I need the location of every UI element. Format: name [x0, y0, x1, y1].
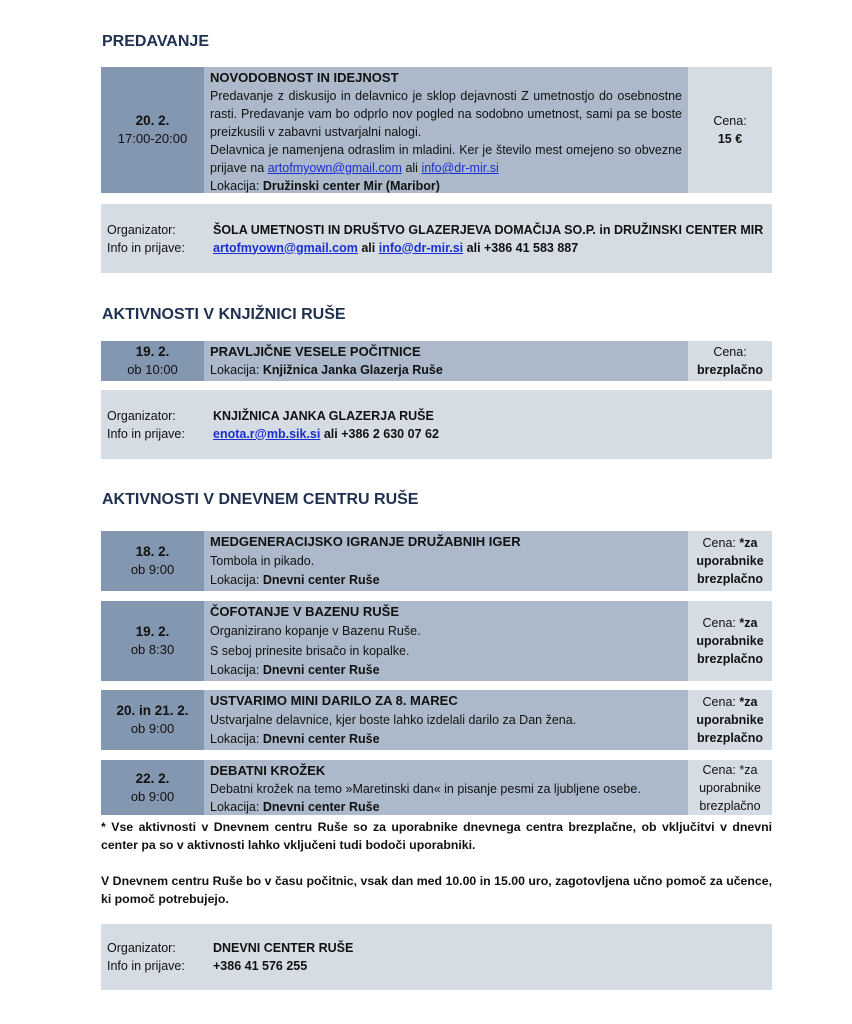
event-location: Lokacija: Dnevni center Ruše: [210, 732, 380, 746]
footnote: * Vse aktivnosti v Dnevnem centru Ruše so za uporabnike dnevnega centra brezplačne, ob vključitvi v dnevni center pa so v aktivnosti lahko vključeni tudi bodoči uporabniki.: [101, 820, 772, 852]
email-link[interactable]: artofmyown@gmail.com: [267, 161, 402, 175]
lecture-event: [101, 67, 772, 193]
center-event: [101, 601, 772, 681]
tutoring-note: V Dnevnem centru Ruše bo v času počitnic, vsak dan med 10.00 in 15.00 uro, zagotovljena učno pomoč za učence, ki pomoč potrebujejo.: [101, 874, 772, 906]
event-title: MEDGENERACIJSKO IGRANJE DRUŽABNIH IGER: [210, 534, 521, 549]
section-heading: AKTIVNOSTI V DNEVNEM CENTRU RUŠE: [102, 491, 419, 508]
event-location: Lokacija: Dnevni center Ruše: [210, 662, 380, 677]
event-price: Cena: *za uporabnike brezplačno: [688, 760, 772, 815]
event-title: USTVARIMO MINI DARILO ZA 8. MAREC: [210, 693, 458, 708]
event-description: Tombola in pikado.: [210, 554, 315, 568]
event-registration: Delavnica je namenjena odraslim in mladini. Ker je število mest omejeno so obvezne prijave na artofmyown@gmail.com ali info@dr-mir.si: [210, 143, 682, 175]
organizer-box: Organizator: Info in prijave: KNJIŽNICA JANKA GLAZERJA RUŠE enota.r@mb.sik.si ali +386 2 630 07 62: [101, 390, 772, 459]
event-details: [204, 601, 688, 681]
event-description: Organizirano kopanje v Bazenu Ruše.: [210, 624, 421, 639]
event-title: ČOFOTANJE V BAZENU RUŠE: [210, 604, 399, 619]
event-price: Cena: brezplačno: [688, 341, 772, 381]
event-details: [204, 67, 688, 193]
email-link[interactable]: info@dr-mir.si: [378, 240, 464, 255]
event-date: 19. 2. ob 10:00: [101, 341, 204, 381]
section-heading: AKTIVNOSTI V KNJIŽNICI RUŠE: [102, 306, 346, 323]
event-location: Lokacija: Dnevni center Ruše: [210, 573, 380, 587]
event-price: Cena: *za uporabnike brezplačno: [688, 531, 772, 591]
event-description: Ustvarjalne delavnice, kjer boste lahko izdelali darilo za Dan žena.: [210, 713, 577, 727]
event-price: Cena: *za uporabnike brezplačno: [688, 601, 772, 681]
library-event: [101, 341, 772, 381]
event-location: Lokacija: Knjižnica Janka Glazerja Ruše: [210, 363, 443, 377]
event-price: Cena: 15 €: [688, 67, 772, 193]
event-date: 20. in 21. 2. ob 9:00: [101, 690, 204, 750]
event-details: [204, 760, 688, 815]
event-location: Lokacija: Družinski center Mir (Maribor): [210, 179, 440, 193]
center-event: [101, 760, 772, 815]
event-price: Cena: *za uporabnike brezplačno: [688, 690, 772, 750]
event-title: PRAVLJIČNE VESELE POČITNICE: [210, 344, 421, 359]
center-event: [101, 531, 772, 591]
event-date: 22. 2. ob 9:00: [101, 760, 204, 815]
event-date: 19. 2. ob 8:30: [101, 601, 204, 681]
event-description: Predavanje z diskusijo in delavnico je sklop dejavnosti Z umetnostjo do osebnostne rasti. Predavanje vam bo odprlo nov pogled na sodobno umetnost, sami pa se boste preizkusili v zabavni ustvarjalni nalogi.: [210, 89, 682, 139]
organizer-box: Organizator: Info in prijave: ŠOLA UMETNOSTI IN DRUŠTVO GLAZERJEVA DOMAČIJA SO.P. in DRUŽINSKI CENTER MIR artofmyown@gmail.com ali info@dr-mir.si ali +386 41 583 887: [101, 204, 772, 273]
email-link[interactable]: enota.r@mb.sik.si: [213, 426, 321, 441]
event-location: Lokacija: Dnevni center Ruše: [210, 800, 380, 814]
section-heading: PREDAVANJE: [102, 33, 209, 50]
event-details: [204, 531, 688, 591]
event-details: [204, 690, 688, 750]
event-date: 20. 2. 17:00-20:00: [101, 67, 204, 193]
event-title: NOVODOBNOST IN IDEJNOST: [210, 70, 399, 85]
organizer-box: Organizator: Info in prijave: DNEVNI CENTER RUŠE +386 41 576 255: [101, 924, 772, 990]
email-link[interactable]: artofmyown@gmail.com: [213, 240, 358, 255]
event-description: S seboj prinesite brisačo in kopalke.: [210, 643, 410, 658]
event-description: Debatni krožek na temo »Maretinski dan« in pisanje pesmi za ljubljene osebe.: [210, 782, 641, 796]
event-details: [204, 341, 688, 381]
event-date: 18. 2. ob 9:00: [101, 531, 204, 591]
center-event: [101, 690, 772, 750]
event-title: DEBATNI KROŽEK: [210, 763, 326, 778]
email-link[interactable]: info@dr-mir.si: [421, 161, 499, 175]
